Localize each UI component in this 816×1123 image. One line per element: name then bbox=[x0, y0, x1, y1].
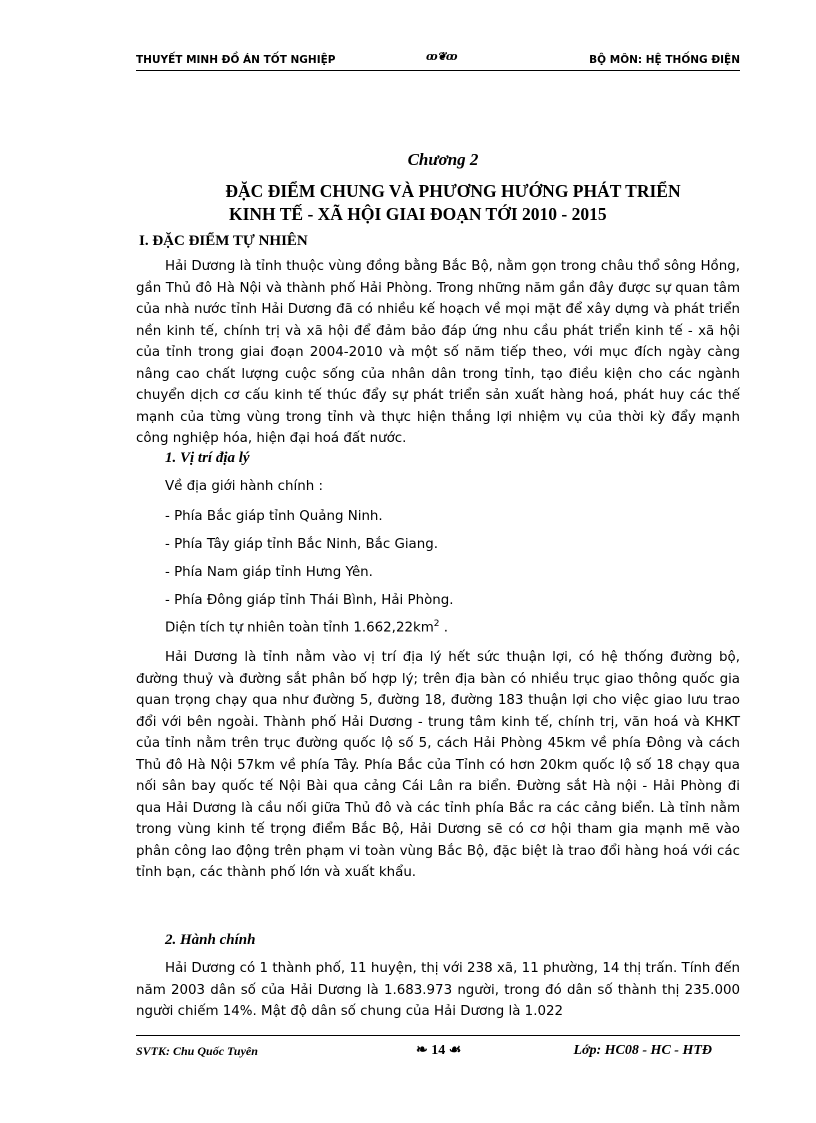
header-ornament: ꝏ❦ꝏ bbox=[426, 50, 458, 63]
border-east: - Phía Đông giáp tỉnh Thái Bình, Hải Phòng. bbox=[165, 593, 454, 608]
area-superscript: 2 bbox=[433, 619, 440, 629]
header-right: BỘ MÔN: HỆ THỐNG ĐIỆN bbox=[589, 54, 740, 66]
paragraph-intro: Hải Dương là tỉnh thuộc vùng đồng bằng Bắc Bộ, nằm gọn trong châu thổ sông Hồng, gần Thủ đô Hà Nội và thành phố Hải Phòng. Trong những năm gần đây được sự quan tâm của nhà nước tỉnh Hải Dương đã có nhiều kế hoạch về mọi mặt để xây dựng và phát triển nền kinh tế, chính trị và xã hội để đảm bảo đáp ứng nhu cầu phát triển kinh tế - xã hội của tỉnh trong giai đoạn 2004-2010 và một số năm tiếp theo, với mục đích ngày càng nâng cao chất lượng cuộc sống của nhân dân trong tỉnh, tạo điều kiện cho các ngành chuyển dịch cơ cấu kinh tế thúc đẩy sự phát triển sản xuất hàng hoá, phát huy các thế mạnh của từng vùng trong tỉnh và thực hiện thắng lợi nhiệm vụ của thời kỳ đẩy mạnh công nghiệp hóa, hiện đại hoá đất nước. bbox=[136, 259, 740, 446]
admin-intro: Về địa giới hành chính : bbox=[165, 479, 323, 494]
page-header bbox=[136, 50, 740, 71]
subheading-location: 1. Vị trí địa lý bbox=[165, 450, 250, 466]
area-text: Diện tích tự nhiên toàn tỉnh 1.662,22km bbox=[165, 620, 434, 636]
footer-student: SVTK: Chu Quốc Tuyên bbox=[136, 1044, 258, 1058]
chapter-title-line2: KINH TẾ - XÃ HỘI GIAI ĐOẠN TỚI 2010 - 2015 bbox=[229, 204, 607, 224]
border-south: - Phía Nam giáp tỉnh Hưng Yên. bbox=[165, 565, 373, 580]
subheading-administration: 2. Hành chính bbox=[165, 932, 256, 948]
footer-class: Lớp: HC08 - HC - HTĐ bbox=[573, 1043, 712, 1058]
area-end: . bbox=[439, 620, 449, 636]
page-footer bbox=[136, 1035, 740, 1066]
chapter-label: Chương 2 bbox=[407, 150, 479, 169]
border-north: - Phía Bắc giáp tỉnh Quảng Ninh. bbox=[165, 509, 383, 524]
paragraph-location: Hải Dương là tỉnh nằm vào vị trí địa lý hết sức thuận lợi, có hệ thống đường bộ, đường thuỷ và đường sắt phân bố hợp lý; trên địa bàn có nhiều trục giao thông quốc gia quan trọng chạy qua như đường 5, đường 18, đường 183 thuận lợi cho việc giao lưu trao đổi với bên ngoài. Thành phố Hải Dương - trung tâm kinh tế, chính trị, văn hoá và KHKT của tỉnh nằm trên trục đường quốc lộ số 5, cách Hải Phòng 45km về phía Đông và cách Thủ đô Hà Nội 57km về phía Tây. Phía Bắc của Tỉnh có hơn 20km quốc lộ số 18 chạy qua nối sân bay quốc tế Nội Bài qua cảng Cái Lân ra biển. Đường sắt Hà nội - Hải Phòng đi qua Hải Dương là cầu nối giữa Thủ đô và các tỉnh phía Bắc ra các cảng biển. Là tỉnh nằm trong vùng kinh tế trọng điểm Bắc Bộ, Hải Dương sẽ có cơ hội tham gia mạnh mẽ vào phân công lao động trên phạm vi toàn vùng Bắc Bộ, đặc biệt là trao đổi hàng hoá với các tỉnh bạn, các thành phố lớn và xuất khẩu. bbox=[136, 650, 740, 880]
area-line bbox=[165, 619, 448, 635]
paragraph-administration: Hải Dương có 1 thành phố, 11 huyện, thị với 238 xã, 11 phường, 14 thị trấn. Tính đến năm 2003 dân số của Hải Dương là 1.683.973 người, trong đó dân số thành thị 235.000 người chiếm 14%. Mật độ dân số chung của Hải Dương là 1.022 bbox=[136, 961, 740, 1019]
section-heading: I. ĐẶC ĐIỂM TỰ NHIÊN bbox=[139, 233, 308, 249]
border-west: - Phía Tây giáp tỉnh Bắc Ninh, Bắc Giang. bbox=[165, 537, 439, 552]
chapter-title-line1: ĐẶC ĐIỂM CHUNG VÀ PHƯƠNG HƯỚNG PHÁT TRIỂN bbox=[225, 181, 681, 201]
header-left: THUYẾT MINH ĐỒ ÁN TỐT NGHIỆP bbox=[136, 54, 336, 66]
page-number: ❧ 14 ☙ bbox=[416, 1043, 462, 1058]
